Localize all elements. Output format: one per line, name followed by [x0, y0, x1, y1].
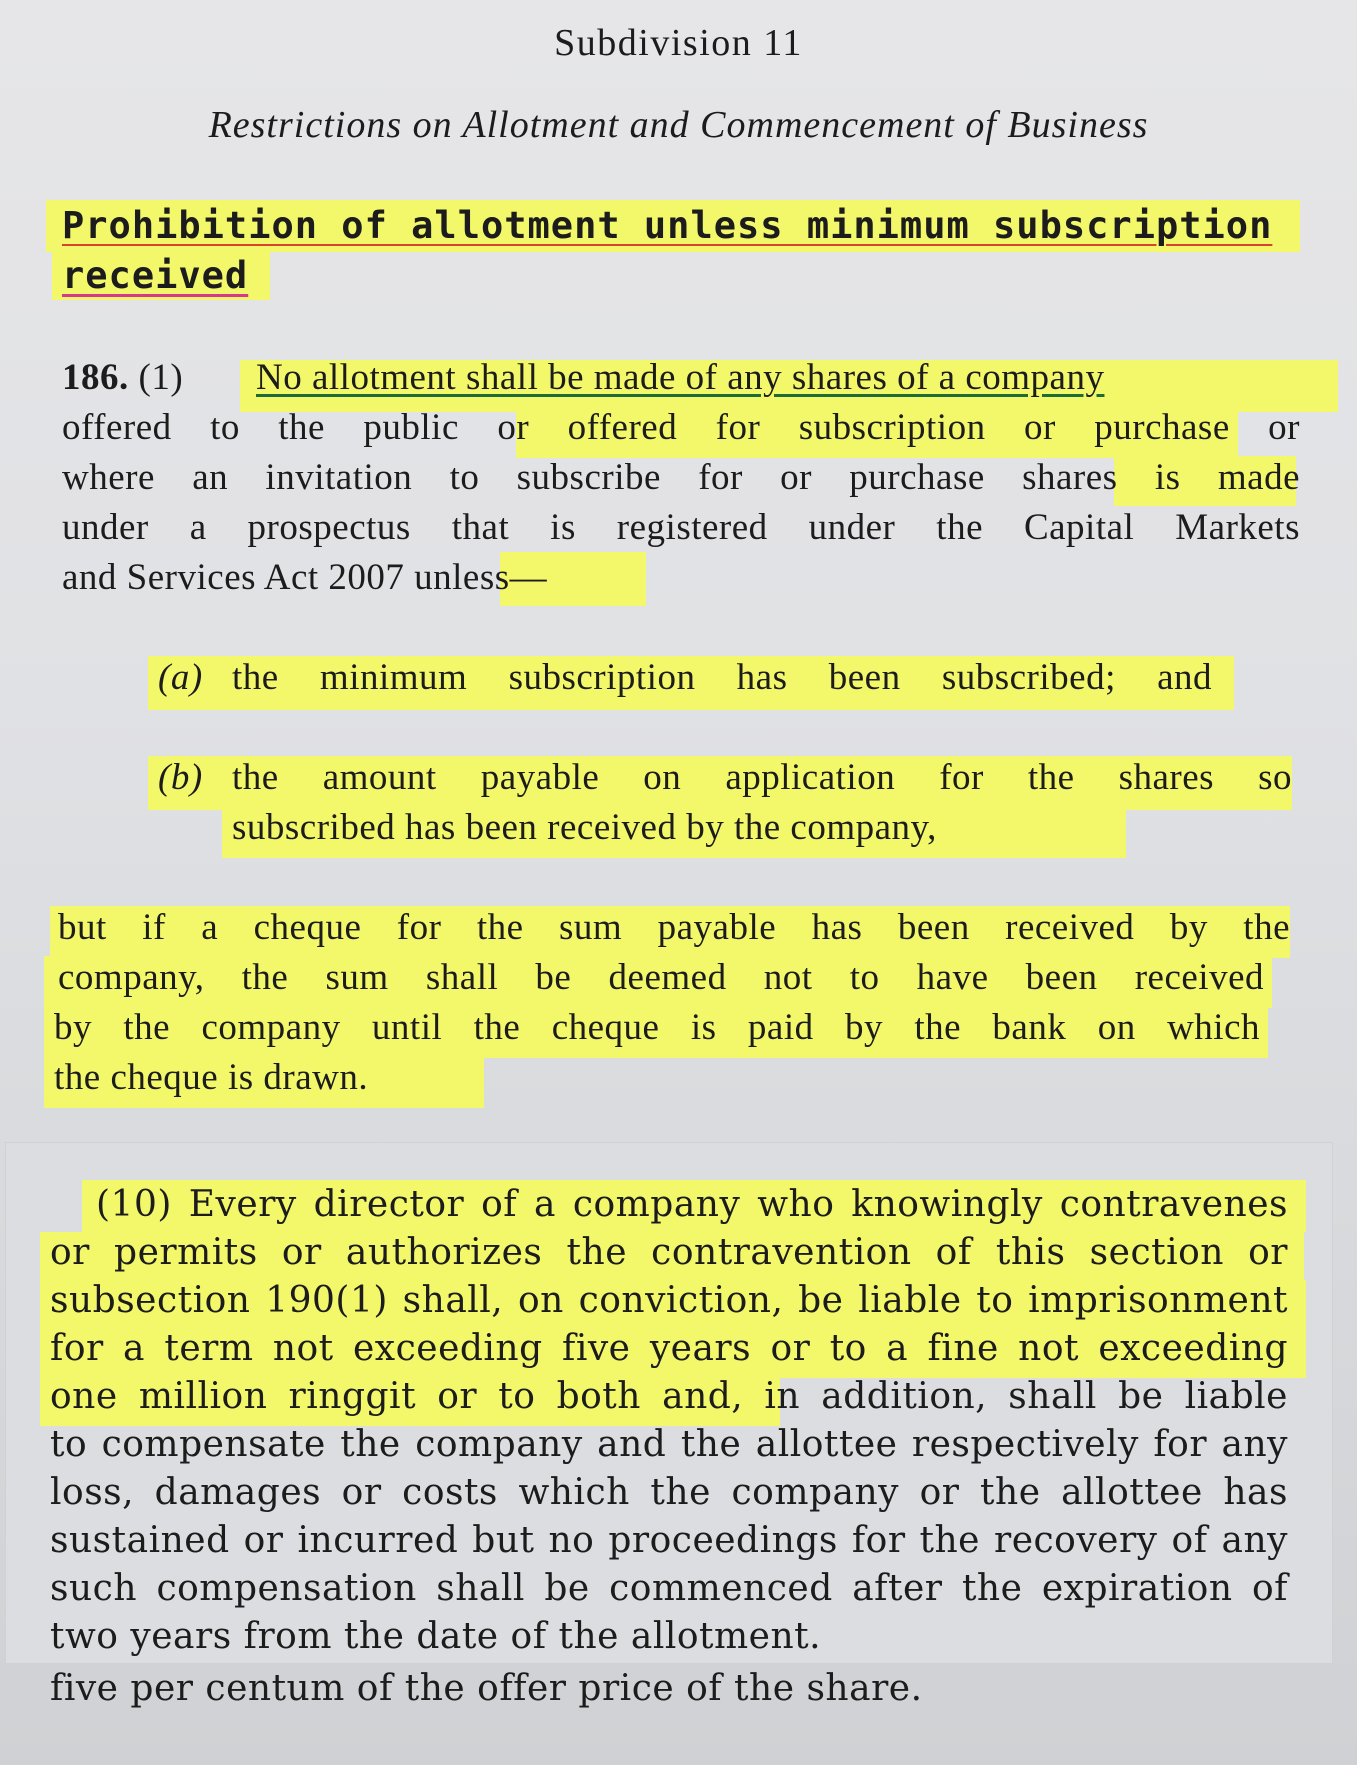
- sub10-line6: to compensate the company and the allottee respectively for any: [50, 1424, 1288, 1465]
- subdivision-title: Subdivision 11: [554, 22, 803, 64]
- para-b-line2: subscribed has been received by the company,: [232, 807, 937, 848]
- sub10-line4: for a term not exceeding five years or to a fine not exceeding: [50, 1328, 1288, 1369]
- section-number-label: 186.: [62, 357, 129, 398]
- para-b-line1: the amount payable on application for the shares so: [232, 757, 1292, 798]
- section-heading-text-2: received: [62, 254, 249, 297]
- para-a-text: the minimum subscription has been subscribed; and: [232, 657, 1212, 698]
- section-heading-line1: [62, 203, 1273, 249]
- tail-line4: the cheque is drawn.: [54, 1057, 369, 1098]
- sub10-line9: such compensation shall be commenced after the expiration of: [50, 1568, 1288, 1609]
- para-a-label: (a): [158, 657, 203, 698]
- s186-line1: [256, 355, 1296, 401]
- sub10-line7: loss, damages or costs which the company or the allottee has: [50, 1472, 1288, 1513]
- tail-line2: company, the sum shall be deemed not to have been received: [58, 957, 1264, 998]
- sub10-line10: two years from the date of the allotment.: [50, 1616, 822, 1657]
- footer-line: five per centum of the offer price of the share.: [50, 1668, 923, 1709]
- para-b-label: (b): [158, 757, 203, 798]
- tail-line3: by the company until the cheque is paid by the bank on which: [54, 1007, 1260, 1048]
- sub10-line3: subsection 190(1) shall, on conviction, be liable to imprisonment: [50, 1280, 1288, 1321]
- sub10-line2: or permits or authorizes the contravention of this section or: [50, 1232, 1288, 1273]
- sub10-line5: one million ringgit or to both and, in addition, shall be liable: [50, 1376, 1288, 1417]
- s186-line2: offered to the public or offered for subscription or purchase or: [62, 407, 1300, 448]
- s186-line5: and Services Act 2007 unless—: [62, 557, 548, 598]
- section-number: [62, 355, 183, 401]
- sub10-line1: (10) Every director of a company who knowingly contravenes: [96, 1184, 1288, 1225]
- section-heading-text: Prohibition of allotment unless minimum subscription: [62, 204, 1273, 247]
- sub10-line8: sustained or incurred but no proceedings for the recovery of any: [50, 1520, 1288, 1561]
- section-heading-line2: [62, 253, 248, 299]
- s186-line4: under a prospectus that is registered under the Capital Markets: [62, 507, 1300, 548]
- tail-line1: but if a cheque for the sum payable has been received by the: [58, 907, 1290, 948]
- s186-line1-text: No allotment shall be made of any shares of a company: [256, 357, 1105, 398]
- s186-line3: where an invitation to subscribe for or purchase shares is made: [62, 457, 1300, 498]
- subsection-label: (1): [138, 357, 184, 398]
- part-title: Restrictions on Allotment and Commencement of Business: [208, 104, 1149, 146]
